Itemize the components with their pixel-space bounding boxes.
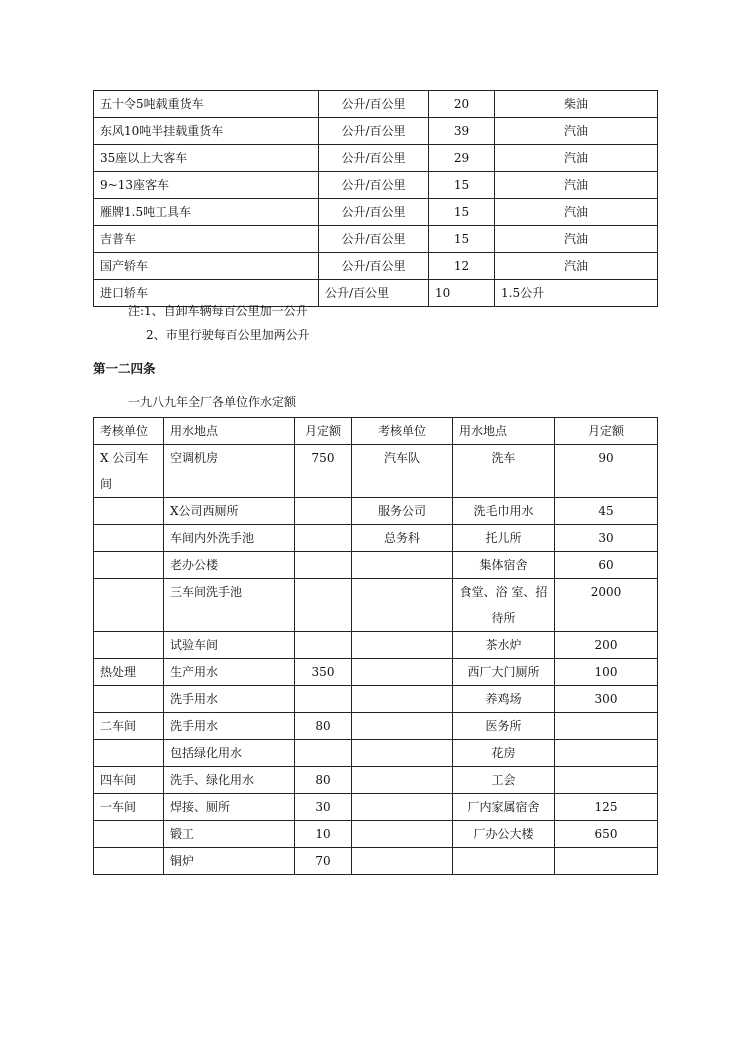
quota-cell: 80 bbox=[295, 713, 352, 740]
quota-cell: 60 bbox=[555, 552, 658, 579]
quota-cell: 125 bbox=[555, 794, 658, 821]
fuel-type-cell: 柴油 bbox=[495, 91, 658, 118]
quota-cell bbox=[295, 686, 352, 713]
column-header: 考核单位 bbox=[352, 418, 453, 445]
table-row bbox=[94, 253, 658, 280]
quota-cell: 90 bbox=[555, 445, 658, 498]
section-heading: 第一二四条 bbox=[93, 361, 156, 376]
table-row bbox=[94, 91, 658, 118]
value-cell: 15 bbox=[429, 226, 495, 253]
location-cell: 厂内家属宿舍 bbox=[453, 794, 555, 821]
value-cell: 39 bbox=[429, 118, 495, 145]
table-row bbox=[94, 713, 658, 740]
location-cell: 托儿所 bbox=[453, 525, 555, 552]
table-row bbox=[94, 445, 658, 498]
table-row bbox=[94, 498, 658, 525]
value-cell: 12 bbox=[429, 253, 495, 280]
unit-cell bbox=[94, 632, 164, 659]
fuel-type-cell: 汽油 bbox=[495, 172, 658, 199]
unit-cell bbox=[94, 552, 164, 579]
quota-cell: 80 bbox=[295, 767, 352, 794]
column-header: 月定额 bbox=[555, 418, 658, 445]
column-header: 月定额 bbox=[295, 418, 352, 445]
location-cell: 锻工 bbox=[164, 821, 295, 848]
unit-cell bbox=[352, 632, 453, 659]
unit-cell bbox=[94, 686, 164, 713]
quota-cell: 30 bbox=[295, 794, 352, 821]
quota-cell bbox=[295, 740, 352, 767]
quota-cell: 2000 bbox=[555, 579, 658, 632]
unit-cell bbox=[352, 794, 453, 821]
unit-cell bbox=[352, 821, 453, 848]
quota-cell bbox=[555, 767, 658, 794]
fuel-type-cell: 汽油 bbox=[495, 118, 658, 145]
unit-cell: 热处理 bbox=[94, 659, 164, 686]
location-cell: 花房 bbox=[453, 740, 555, 767]
column-header: 用水地点 bbox=[453, 418, 555, 445]
unit-cell: 公升/百公里 bbox=[319, 91, 429, 118]
column-header: 用水地点 bbox=[164, 418, 295, 445]
unit-cell bbox=[94, 579, 164, 632]
location-cell: 医务所 bbox=[453, 713, 555, 740]
location-cell bbox=[453, 848, 555, 875]
location-cell: 车间内外洗手池 bbox=[164, 525, 295, 552]
quota-cell bbox=[295, 498, 352, 525]
table-row bbox=[94, 767, 658, 794]
value-cell: 20 bbox=[429, 91, 495, 118]
unit-cell: 公升/百公里 bbox=[319, 226, 429, 253]
quota-cell: 100 bbox=[555, 659, 658, 686]
quota-cell bbox=[295, 525, 352, 552]
unit-cell bbox=[94, 525, 164, 552]
value-cell: 10 bbox=[429, 280, 495, 307]
location-cell: 食堂、浴 室、招待所 bbox=[453, 579, 555, 632]
fuel-type-cell: 汽油 bbox=[495, 145, 658, 172]
location-cell: 养鸡场 bbox=[453, 686, 555, 713]
table-row bbox=[94, 632, 658, 659]
fuel-type-cell: 汽油 bbox=[495, 199, 658, 226]
location-cell: 空调机房 bbox=[164, 445, 295, 498]
location-cell: 集体宿舍 bbox=[453, 552, 555, 579]
location-cell: 铜炉 bbox=[164, 848, 295, 875]
unit-cell: 公升/百公里 bbox=[319, 172, 429, 199]
unit-cell: 公升/百公里 bbox=[319, 118, 429, 145]
unit-cell: 公升/百公里 bbox=[319, 145, 429, 172]
quota-cell: 10 bbox=[295, 821, 352, 848]
unit-cell bbox=[352, 848, 453, 875]
fuel-consumption-table bbox=[93, 90, 658, 307]
unit-cell: 总务科 bbox=[352, 525, 453, 552]
location-cell: 厂办公大楼 bbox=[453, 821, 555, 848]
water-table-title: 一九八九年全厂各单位作水定额 bbox=[128, 395, 297, 409]
vehicle-cell: 雁牌1.5吨工具车 bbox=[94, 199, 319, 226]
unit-cell: 汽车队 bbox=[352, 445, 453, 498]
value-cell: 29 bbox=[429, 145, 495, 172]
unit-cell bbox=[94, 848, 164, 875]
quota-cell bbox=[555, 848, 658, 875]
location-cell: 焊接、厕所 bbox=[164, 794, 295, 821]
table-row bbox=[94, 552, 658, 579]
quota-cell: 200 bbox=[555, 632, 658, 659]
unit-cell bbox=[352, 686, 453, 713]
unit-cell: 四车间 bbox=[94, 767, 164, 794]
table-row bbox=[94, 686, 658, 713]
unit-cell: 公升/百公里 bbox=[319, 253, 429, 280]
value-cell: 15 bbox=[429, 172, 495, 199]
unit-cell: 一车间 bbox=[94, 794, 164, 821]
note-line-2: 2、市里行驶每百公里加两公升 bbox=[146, 328, 310, 342]
quota-cell bbox=[555, 740, 658, 767]
vehicle-cell: 五十令5吨载重货车 bbox=[94, 91, 319, 118]
quota-cell: 30 bbox=[555, 525, 658, 552]
location-cell: 洗车 bbox=[453, 445, 555, 498]
location-cell: 包括绿化用水 bbox=[164, 740, 295, 767]
quota-cell bbox=[295, 632, 352, 659]
quota-cell: 70 bbox=[295, 848, 352, 875]
location-cell: 西厂大门厕所 bbox=[453, 659, 555, 686]
vehicle-cell: 9~13座客车 bbox=[94, 172, 319, 199]
unit-cell: 公升/百公里 bbox=[319, 199, 429, 226]
unit-cell bbox=[352, 767, 453, 794]
unit-cell bbox=[352, 713, 453, 740]
table-row bbox=[94, 525, 658, 552]
unit-cell bbox=[352, 659, 453, 686]
table-row bbox=[94, 118, 658, 145]
table-row bbox=[94, 172, 658, 199]
value-cell: 15 bbox=[429, 199, 495, 226]
fuel-type-cell: 1.5公升 bbox=[495, 280, 658, 307]
column-header: 考核单位 bbox=[94, 418, 164, 445]
location-cell: 生产用水 bbox=[164, 659, 295, 686]
quota-cell: 45 bbox=[555, 498, 658, 525]
unit-cell: 公升/百公里 bbox=[319, 280, 429, 307]
table-row bbox=[94, 659, 658, 686]
location-cell: 茶水炉 bbox=[453, 632, 555, 659]
water-quota-table bbox=[93, 417, 658, 875]
quota-cell: 350 bbox=[295, 659, 352, 686]
table-row bbox=[94, 848, 658, 875]
vehicle-cell: 35座以上大客车 bbox=[94, 145, 319, 172]
unit-cell bbox=[352, 579, 453, 632]
table-row bbox=[94, 199, 658, 226]
location-cell: 洗手用水 bbox=[164, 713, 295, 740]
table-row bbox=[94, 145, 658, 172]
quota-cell bbox=[295, 552, 352, 579]
note-line-1: 注:1、自卸车辆每百公里加一公升 bbox=[128, 304, 308, 318]
vehicle-cell: 东风10吨半挂载重货车 bbox=[94, 118, 319, 145]
table-row bbox=[94, 821, 658, 848]
location-cell: 洗毛巾用水 bbox=[453, 498, 555, 525]
table-row bbox=[94, 794, 658, 821]
unit-cell bbox=[94, 740, 164, 767]
vehicle-cell: 国产轿车 bbox=[94, 253, 319, 280]
vehicle-cell: 吉普车 bbox=[94, 226, 319, 253]
unit-cell: 服务公司 bbox=[352, 498, 453, 525]
fuel-type-cell: 汽油 bbox=[495, 226, 658, 253]
unit-cell bbox=[352, 740, 453, 767]
unit-cell bbox=[94, 821, 164, 848]
quota-cell: 750 bbox=[295, 445, 352, 498]
table-header-row bbox=[94, 418, 658, 445]
table-row bbox=[94, 740, 658, 767]
fuel-type-cell: 汽油 bbox=[495, 253, 658, 280]
table-row bbox=[94, 226, 658, 253]
quota-cell: 650 bbox=[555, 821, 658, 848]
location-cell: 老办公楼 bbox=[164, 552, 295, 579]
unit-cell bbox=[94, 498, 164, 525]
vehicle-cell: 进口轿车 bbox=[94, 280, 319, 307]
location-cell: 洗手用水 bbox=[164, 686, 295, 713]
quota-cell bbox=[295, 579, 352, 632]
quota-cell bbox=[555, 713, 658, 740]
location-cell: 三车间洗手池 bbox=[164, 579, 295, 632]
quota-cell: 300 bbox=[555, 686, 658, 713]
table-row bbox=[94, 579, 658, 632]
unit-cell: 二车间 bbox=[94, 713, 164, 740]
unit-cell bbox=[352, 552, 453, 579]
location-cell: X公司西厕所 bbox=[164, 498, 295, 525]
location-cell: 试验车间 bbox=[164, 632, 295, 659]
location-cell: 工会 bbox=[453, 767, 555, 794]
unit-cell: X 公司车间 bbox=[94, 445, 164, 498]
location-cell: 洗手、绿化用水 bbox=[164, 767, 295, 794]
